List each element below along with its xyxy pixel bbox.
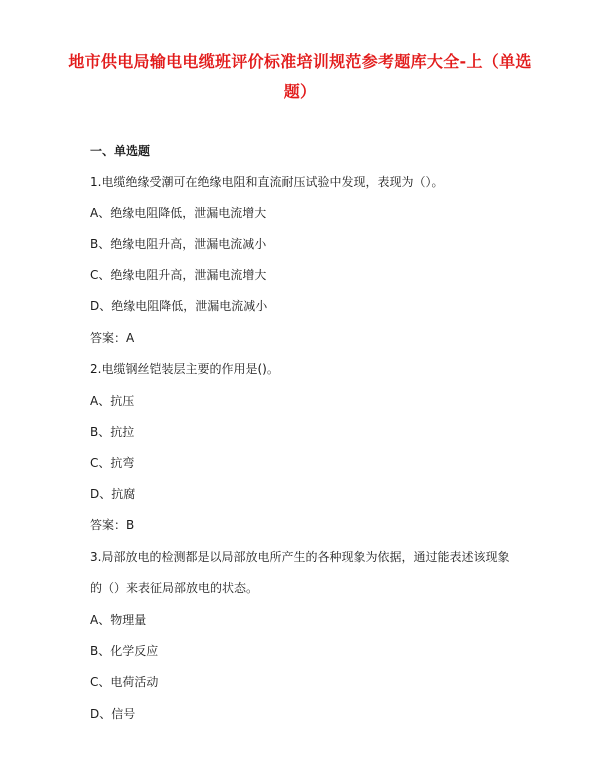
question-2-stem: 2.电缆钢丝铠装层主要的作用是()。 <box>90 362 279 376</box>
question-2-option-b: B、抗拉 <box>90 425 135 439</box>
question-3-option-c: C、电荷活动 <box>90 675 159 689</box>
question-2-option-a: A、抗压 <box>90 394 135 408</box>
document-title: 地市供电局输电电缆班评价标准培训规范参考题库大全-上（单选题） <box>68 52 532 101</box>
question-1-option-d: D、绝缘电阻降低，泄漏电流减小 <box>90 299 268 313</box>
question-3-stem-line-1: 3.局部放电的检测都是以局部放电所产生的各种现象为依据，通过能表述该现象 <box>90 550 510 564</box>
question-3-stem-line-2: 的（）来表征局部放电的状态。 <box>90 581 259 595</box>
question-2-option-d: D、抗腐 <box>90 487 136 501</box>
question-3-option-b: B、化学反应 <box>90 644 159 658</box>
question-2-answer: 答案：B <box>90 518 135 532</box>
question-2-option-c: C、抗弯 <box>90 456 135 470</box>
section-heading: 一、单选题 <box>90 144 151 158</box>
question-1-option-b: B、绝缘电阻升高，泄漏电流减小 <box>90 237 267 251</box>
question-3-option-d: D、信号 <box>90 707 136 721</box>
question-1-answer: 答案：A <box>90 331 135 345</box>
question-1-stem: 1.电缆绝缘受潮可在绝缘电阻和直流耐压试验中发现，表现为（）。 <box>90 175 444 189</box>
question-3-option-a: A、物理量 <box>90 613 147 627</box>
question-1-option-a: A、绝缘电阻降低，泄漏电流增大 <box>90 206 267 220</box>
question-1-option-c: C、绝缘电阻升高，泄漏电流增大 <box>90 268 267 282</box>
